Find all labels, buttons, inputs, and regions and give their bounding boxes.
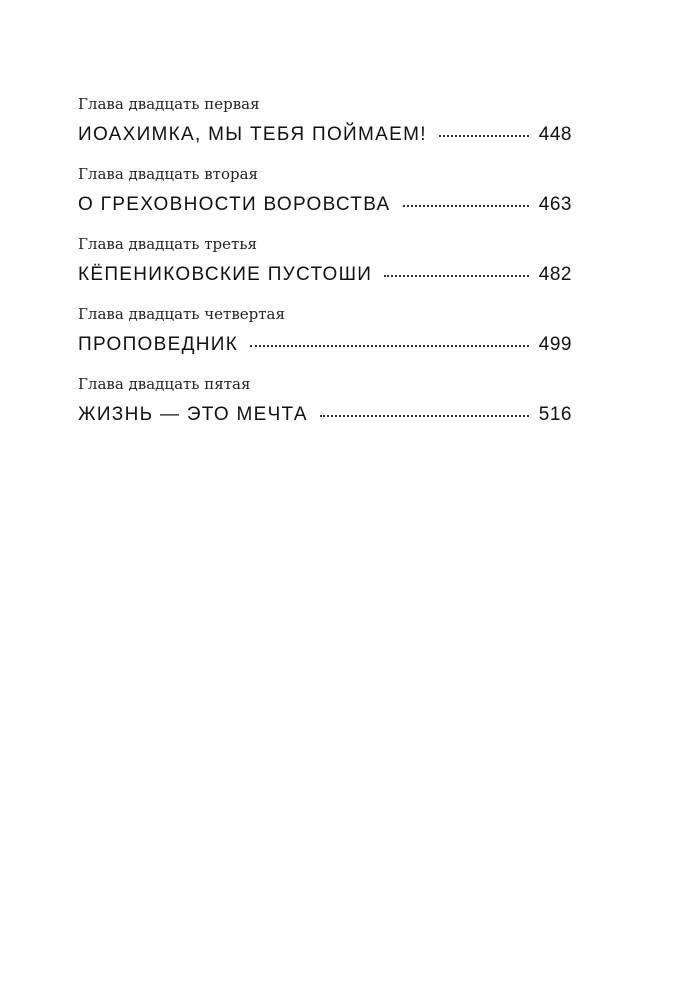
page-number: 499 [538,334,572,355]
chapter-title: КЁПЕНИКОВСКИЕ ПУСТОШИ [78,264,373,285]
chapter-title: ИОАХИМКА, МЫ ТЕБЯ ПОЙМАЕМ! [78,124,427,145]
dot-leader [320,415,529,417]
dot-leader [384,275,529,277]
chapter-title-line[interactable] [78,403,572,427]
dot-leader [403,205,529,207]
page-number: 463 [538,194,572,215]
toc-entry [78,164,572,217]
toc-entry [78,304,572,357]
page-number: 482 [538,264,572,285]
table-of-contents [78,94,572,444]
chapter-title: О ГРЕХОВНОСТИ ВОРОВСТВА [78,194,391,215]
dot-leader [250,345,529,347]
chapter-title-line[interactable] [78,123,572,147]
chapter-label: Глава двадцать первая [78,95,260,113]
toc-entry [78,94,572,147]
toc-entry [78,374,572,427]
page-number: 448 [538,124,572,145]
chapter-label: Глава двадцать пятая [78,375,251,393]
dot-leader [439,135,529,137]
chapter-label: Глава двадцать третья [78,235,257,253]
chapter-title-line[interactable] [78,263,572,287]
chapter-title-line[interactable] [78,333,572,357]
chapter-title: ЖИЗНЬ — ЭТО МЕЧТА [78,404,308,425]
page-number: 516 [538,404,572,425]
chapter-title: ПРОПОВЕДНИК [78,334,239,355]
chapter-label: Глава двадцать четвертая [78,305,285,323]
toc-entry [78,234,572,287]
chapter-label: Глава двадцать вторая [78,165,259,183]
chapter-title-line[interactable] [78,193,572,217]
